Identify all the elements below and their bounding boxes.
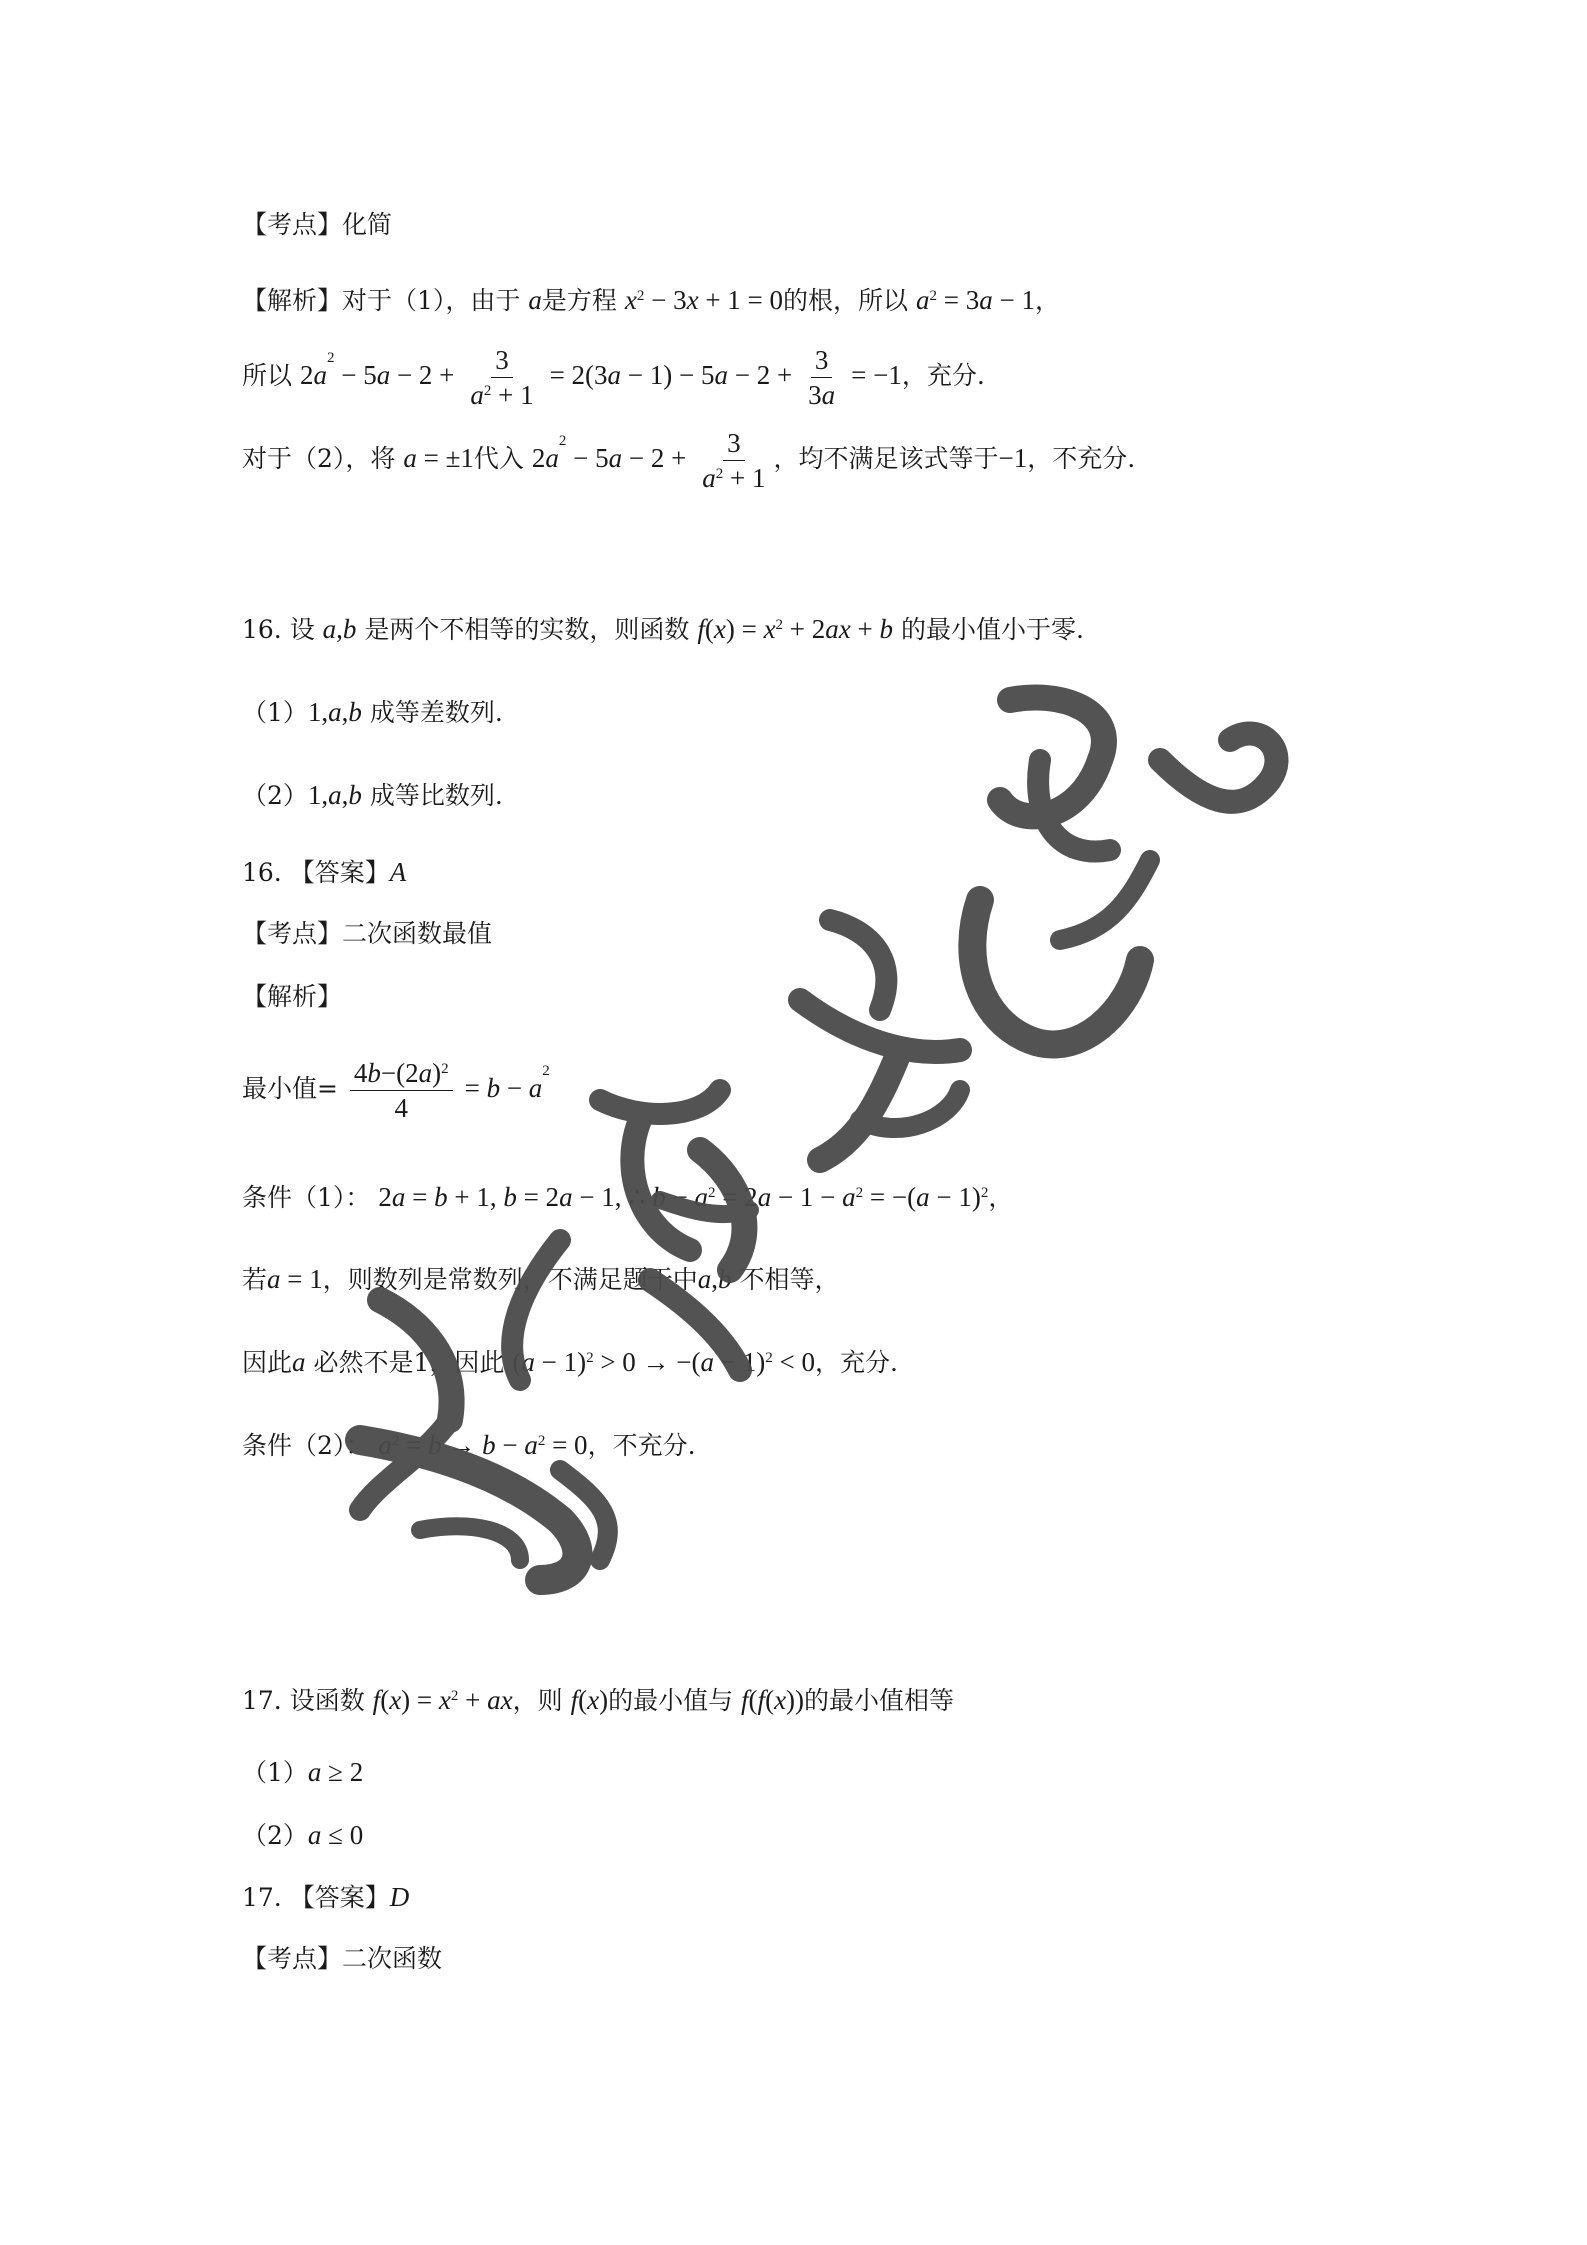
q16-condition1-analysis: 条件（1）： 2a = b + 1, b = 2a − 1, ∴ $b - a^2 = 2a - 1 - a^2 = -(a - 1)^2$， [242,1182,1014,1212]
q15-kaodian: 【考点】化简 [242,210,393,239]
q16-if-line: 若a = 1，则数列是常数列，不满足题干中a,b 不相等， [242,1264,840,1294]
q17-stem: 17. 设函数 $f(x) = x^2$ + ax，则 f(x)的最小值与 f(f(x))的最小值相等 [242,1685,955,1715]
q16-answer: 16. 【答案】A [242,857,407,887]
q16-condition-1: （1）1,a,b 成等差数列. [242,697,503,727]
q15-jiexi-line2: 所以 $2a^2 - 5a - 2$ + $\frac{3}{a^2 + 1}$ = 2(3a − 1) − 5a − 2 + $\frac{3}{3a}$ = −1，充分. [242,345,985,410]
q15-jiexi-line3: 对于（2），将 a = ±1代入 $2a^2 - 5a - 2$ + $\frac{3}{a^2 + 1}$ ，均不满足该式等于−1，不充分. [242,428,1136,493]
q16-therefore-line: 因此a 必然不是1，因此 $(a - 1)^2 > 0 \to -(a - 1)^2 < 0$，充分. [242,1347,898,1377]
q16-condition-2: （2）1,a,b 成等比数列. [242,780,503,810]
q16-jiexi-label: 【解析】 [242,982,343,1011]
q16-condition2-analysis: 条件（2）： $a^2 = b \to b - a^2 = 0$，不充分. [242,1430,696,1460]
q16-kaodian: 【考点】二次函数最值 [242,919,493,948]
q16-min-value: 最小值= $\frac{4b-(2a)^2}{4}$ = $b - a^2$ [242,1058,550,1123]
q17-answer: 17. 【答案】D [242,1882,410,1912]
q17-kaodian: 【考点】二次函数 [242,1944,443,1973]
q17-condition-1: （1）a ≥ 2 [242,1757,364,1787]
q16-stem: 16. 设 a,b 是两个不相等的实数，则函数 $f(x) = x^2 + 2ax + b$ 的最小值小于零. [242,614,1084,644]
q15-jiexi-line1: 【解析】对于（1），由于 a是方程 $x^2 - 3x + 1 = 0$的根，所以 $a^2 = 3a - 1$， [242,285,1060,315]
q17-condition-2: （2）a ≤ 0 [242,1820,364,1850]
